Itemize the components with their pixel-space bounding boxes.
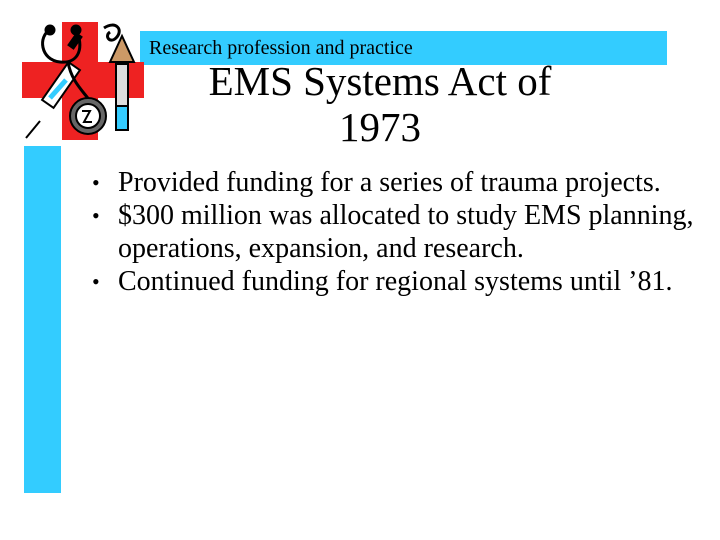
bullet-item (92, 199, 694, 265)
slide-title: EMS Systems Act of 1973 (208, 58, 552, 150)
bullet-symbol: • (92, 203, 100, 228)
bullet-text: Continued funding for regional systems until ’81. (118, 266, 673, 297)
clock-icon (70, 98, 106, 134)
bullet-item (92, 265, 694, 298)
bullet-text: $300 million was allocated to study EMS planning, operations, expansion, and research. (118, 200, 694, 264)
hook-icon (104, 25, 119, 40)
bullet-symbol: • (92, 269, 100, 294)
medical-clipart-icon (20, 16, 150, 146)
header-text: Research profession and practice (149, 37, 413, 59)
left-accent-bar (24, 146, 61, 493)
bullet-text: Provided funding for a series of trauma projects. (118, 167, 661, 198)
bullet-item (92, 166, 694, 199)
bullet-symbol: • (92, 170, 100, 195)
bullet-list (92, 166, 694, 298)
